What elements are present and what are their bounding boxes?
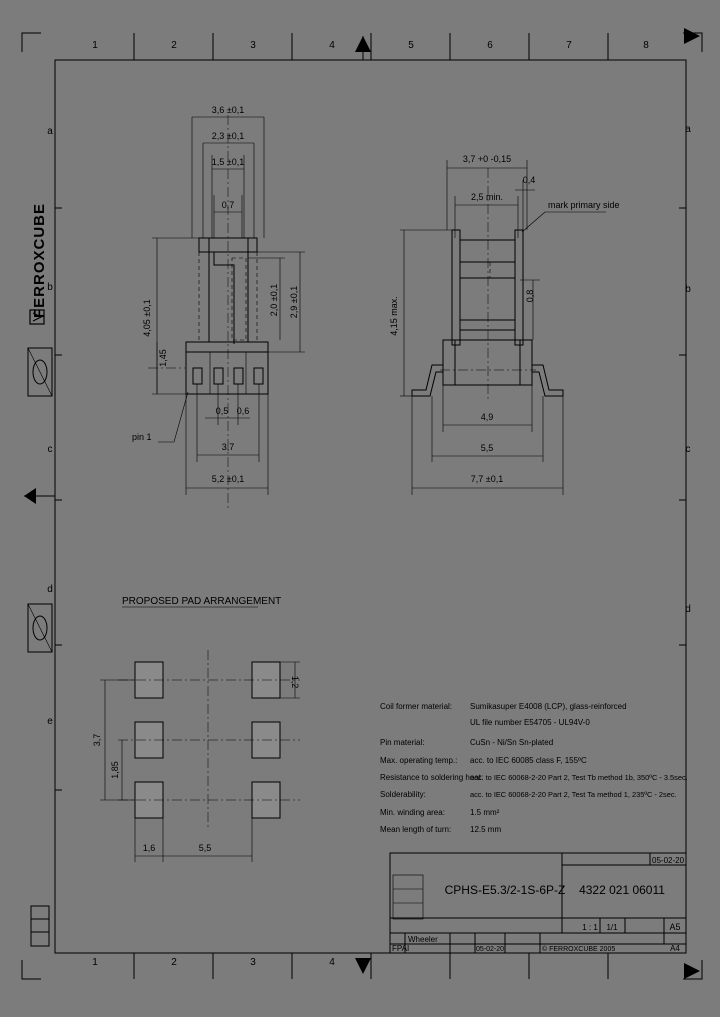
projection-symbol-lower-icon [28,604,52,652]
dim-side-leg-height: 0,8 [525,289,535,303]
projection-symbol-icon [28,348,52,396]
pad-arrangement-title: PROPOSED PAD ARRANGEMENT [122,596,282,607]
spec-label: Resistance to soldering heat: [380,773,484,782]
dim-pad-span: 5,5 [198,843,212,853]
pad-arrangement [100,650,300,862]
spec-value: acc. to IEC 60068-2-20 Part 2, Test Tb method 1b, 350ºC - 3.5sec. [470,773,688,782]
spec-notes [380,702,688,834]
zone-ticks [55,33,686,979]
dim-front-inner-width: 2,3 ±0,1 [211,131,245,141]
spec-label: Max. operating temp.: [380,756,458,765]
row-label-left-d: d [47,584,53,595]
row-label-right-a: a [685,124,691,135]
dim-side-pins-width: 5,5 [480,443,494,453]
corner-marks [22,33,702,979]
col-label-bottom-2: 2 [171,957,177,968]
label-pin-1: pin 1 [132,432,152,442]
spec-label: Pin material: [380,738,425,747]
dim-front-top-width: 3,6 ±0,1 [211,105,245,115]
dim-front-base-width: 5,2 ±0,1 [211,474,245,484]
col-label-bottom-1: 1 [92,957,98,968]
center-arrow-right-icon [684,28,700,44]
title-date-top: 05-02-20 [652,856,685,865]
part-name: CPHS-E5.3/2-1S-6P-Z [444,883,566,897]
dim-side-top-width: 3,7 +0 -0,15 [462,154,512,164]
dim-front-slot: 0,7 [221,200,235,210]
col-label-top-6: 6 [487,40,493,51]
spec-label: Min. winding area: [380,808,445,817]
dim-pad-pitch: 1,85 [110,761,120,779]
col-label-top-8: 8 [643,40,649,51]
title-drawn-by: Wheeler [408,935,438,944]
spec-value: 1.5 mm² [470,808,500,817]
col-label-top-4: 4 [329,40,335,51]
col-label-bottom-4: 4 [329,957,335,968]
col-label-top-3: 3 [250,40,256,51]
col-label-top-2: 2 [171,40,177,51]
dim-side-body-width: 4,9 [480,412,494,422]
dim-front-pitch-2: 0,6 [236,406,250,416]
spec-value: Sumikasuper E4008 (LCP), glass-reinforced [470,702,627,711]
dim-front-base-height: 1,45 [158,349,168,367]
title-size: A4 [670,944,680,953]
dim-pad-span-height: 3,7 [92,733,102,747]
dim-front-height: 4,05 ±0,1 [142,299,152,337]
title-scale: 1 : 1 [582,923,598,932]
spec-value: UL file number E54705 - UL94V-0 [470,718,590,727]
spec-label: Mean length of turn: [380,825,452,834]
title-dept: FPAI [392,944,410,953]
center-arrow-right-lower-icon [684,963,700,979]
row-label-left-a: a [47,126,53,137]
title-copyright: © FERROXCUBE 2005 [542,946,616,953]
spec-label: Solderability: [380,790,426,799]
col-label-top-5: 5 [408,40,414,51]
spec-value: acc. to IEC 60085 class F, 155ºC [470,756,587,765]
spec-value: 12.5 mm [470,825,502,834]
row-label-right-c: c [685,444,691,455]
dim-side-flange: 0,4 [522,175,536,185]
dim-side-total-width: 7,7 ±0,1 [470,474,504,484]
row-label-left-c: c [47,444,53,455]
dim-pad-width: 1,6 [142,843,156,853]
dim-front-pin-width: 1,5 ±0,1 [211,157,245,167]
revision-boxes [31,906,49,946]
spec-value: acc. to IEC 60068-2-20 Part 2, Test Ta method 1, 235ºC - 2sec. [470,790,677,799]
spec-value: CuSn - Ni/Sn Sn-plated [470,738,554,747]
col-label-top-1: 1 [92,40,98,51]
main-border [55,60,686,953]
title-sheet: 1/1 [606,923,618,932]
col-label-top-7: 7 [566,40,572,51]
col-label-bottom-3: 3 [250,957,256,968]
row-label-right-d: d [685,604,691,615]
brand-logo-text: FERROXCUBE [31,202,48,318]
part-number: 4322 021 06011 [579,883,665,897]
row-label-right-b: b [685,284,691,295]
label-mark-primary-side: mark primary side [548,200,620,210]
dim-front-core-2: 2,9 ±0,1 [289,285,299,319]
dim-front-core-1: 2,0 ±0,1 [269,283,279,317]
side-view [400,160,606,495]
dim-side-height: 4,15 max. [389,296,399,336]
row-label-left-e: e [47,716,53,727]
dim-front-pitch-1: 0,5 [215,406,229,416]
title-date: 05-02-20 [476,946,505,953]
row-label-left-b: b [47,282,53,293]
dim-pad-height: 1,2 [290,675,300,689]
title-format: A5 [669,922,681,932]
center-arrow-bottom-icon [355,958,371,974]
dim-front-span: 3,7 [221,442,235,452]
dim-side-inner-width: 2,5 min. [470,192,504,202]
spec-label: Coil former material: [380,702,453,711]
